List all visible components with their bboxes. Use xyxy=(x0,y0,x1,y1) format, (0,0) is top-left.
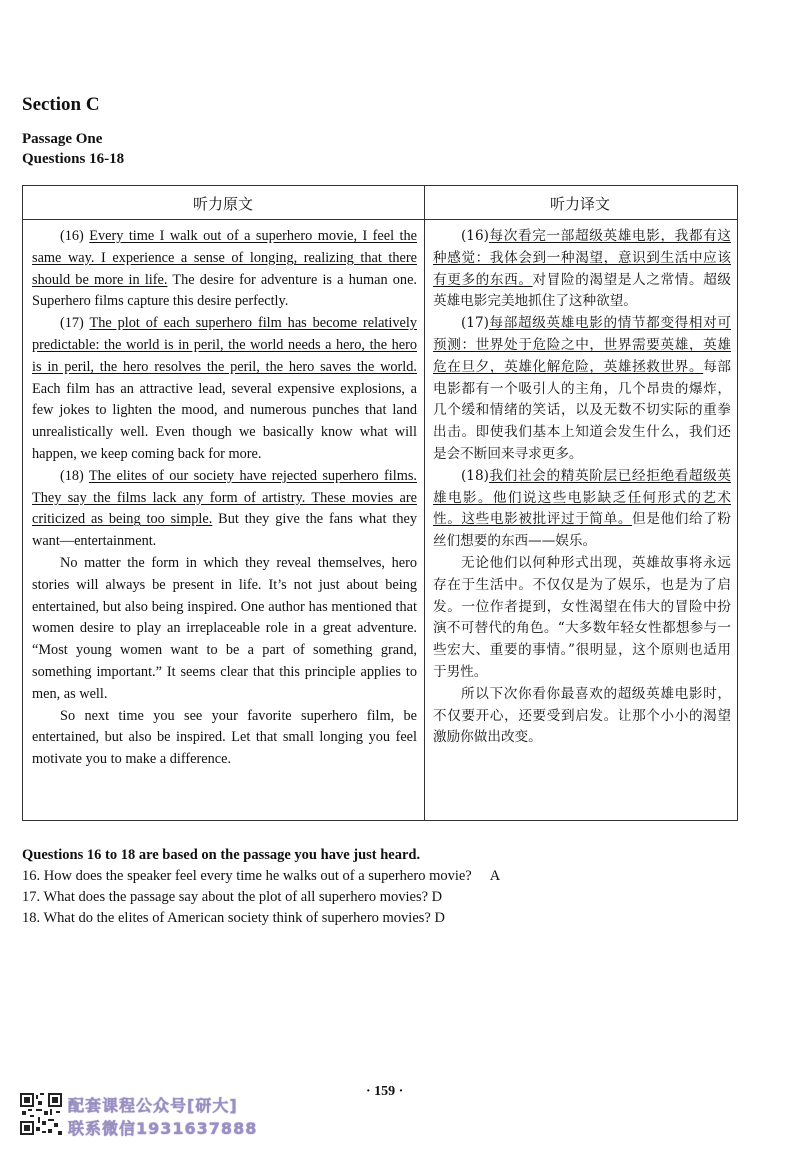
qr-code-icon xyxy=(20,1093,62,1135)
promo-watermark xyxy=(20,1093,310,1139)
transcript-table xyxy=(22,185,738,821)
chinese-translation xyxy=(433,226,731,749)
questions-range: Questions 16-18 xyxy=(22,151,125,167)
en-paragraph-18: (18) The elites of our society have rejected superhero films. They say the films lack any form of artistry. These movies are criticized as being too simple. But they give the fans what they want—entertainment. xyxy=(32,467,418,550)
english-transcript xyxy=(32,226,417,771)
questions-heading: Questions 16 to 18 are based on the passage you have just heard. xyxy=(22,847,421,863)
header-original: 听力原文 xyxy=(193,195,254,213)
zh-underlined-18: 我们社会的精英阶层已经拒绝看超级英雄电影。他们说这些电影缺乏任何形式的艺术性。这些电影被批评过于简单。 xyxy=(433,467,731,528)
zh-paragraph-4: 无论他们以何种形式出现，英雄故事将永远存在于生活中。不仅仅是为了娱乐，也是为了启发。一位作者提到，女性渴望在伟大的冒险中扮演不可替代的角色。“大多数年轻女性都想参与一些宏大、重要的事情。”很明显，这个原则也适用于男性。 xyxy=(433,554,731,680)
en-paragraph-17: (17) The plot of each superhero film has become relatively predictable: the world is in peril, the world needs a hero, the hero is in peril, the hero resolves the peril, the hero saves the world. Each film has an attractive lead, several expensive explosions, a few jokes to lighten the mood, and numerous punches that land unrealistically well. Even though we basically know what will happen, we keep coming back for more. xyxy=(32,315,417,462)
en-underlined-17: The plot of each superhero film has become relatively predictable: the world is in peril, the world needs a hero, the hero is in peril, the hero resolves the peril, the hero saves the world. xyxy=(32,315,417,375)
page-number: · 159 · xyxy=(366,1084,404,1099)
section-title: Section C xyxy=(22,94,100,115)
question-16: 16. How does the speaker feel every time he walks out of a superhero movie? A xyxy=(22,868,501,884)
zh-paragraph-5: 所以下次你看你最喜欢的超级英雄电影时，不仅要开心，还要受到启发。让那个小小的渴望激励你做出改变。 xyxy=(433,685,731,746)
promo-line-1: 配套课程公众号[研大] xyxy=(68,1096,238,1115)
en-paragraph-4: No matter the form in which they reveal themselves, hero stories will always be present in life. It’s not just about being entertained, but also being inspired. One author has mentioned that women desire to play an irreplaceable role in a great adventure. “Most young women want to be a part of something grand, something important.” It seems clear that this principle applies to men, as well. xyxy=(32,554,417,702)
questions-block xyxy=(22,845,500,929)
question-17: 17. What does the passage say about the plot of all superhero movies? D xyxy=(22,889,443,905)
en-paragraph-16: (16) Every time I walk out of a superhero movie, I feel the same way. I experience a sense of longing, realizing that there should be more in life. The desire for adventure is a human one. Superhero films capture this desire perfectly. xyxy=(32,228,417,310)
en-paragraph-5: So next time you see your favorite superhero film, be entertained, but also be inspired. Let that small longing you feel motivate you to make a difference. xyxy=(32,707,417,768)
zh-underlined-17: 每部超级英雄电影的情节都变得相对可预测：世界处于危险之中，世界需要英雄，英雄危在旦夕，英雄化解危险，英雄拯救世界。 xyxy=(433,315,731,375)
zh-paragraph-18: (18)我们社会的精英阶层已经拒绝看超级英雄电影。他们说这些电影缺乏任何形式的艺术性。这些电影被批评过于简单。但是他们给了粉丝们想要的东西——娱乐。 xyxy=(433,467,732,550)
zh-paragraph-16: (16)每次看完一部超级英雄电影，我都有这种感觉：我体会到一种渴望，意识到生活中应该有更多的东西。对冒险的渴望是人之常情。超级英雄电影完美地抓住了这种欲望。 xyxy=(433,228,732,310)
column-divider xyxy=(424,186,425,820)
zh-underlined-16: 每次看完一部超级英雄电影，我都有这种感觉：我体会到一种渴望，意识到生活中应该有更多的东西。 xyxy=(433,228,731,288)
passage-title: Passage One xyxy=(22,131,103,147)
question-18: 18. What do the elites of American society think of superhero movies? D xyxy=(22,910,445,926)
en-underlined-16: Every time I walk out of a superhero movie, I feel the same way. I experience a sense of longing, realizing that there should be more in life. xyxy=(32,228,417,288)
answer-16: A xyxy=(489,868,501,884)
table-header xyxy=(23,186,737,220)
promo-line-2: 联系微信1931637888 xyxy=(68,1119,258,1138)
header-translation: 听力译文 xyxy=(550,195,611,213)
zh-paragraph-17: (17)每部超级英雄电影的情节都变得相对可预测：世界处于危险之中，世界需要英雄，英雄危在旦夕，英雄化解危险，英雄拯救世界。每部电影都有一个吸引人的主角，几个昂贵的爆炸，几个缓和情绪的笑话，以及无数不切实际的重拳出击。即使我们基本上知道会发生什么，我们还是会不断回来寻求更多。 xyxy=(433,315,732,462)
en-underlined-18: The elites of our society have rejected superhero films. They say the films lack any form of artistry. These movies are criticized as being too simple. xyxy=(32,467,418,528)
